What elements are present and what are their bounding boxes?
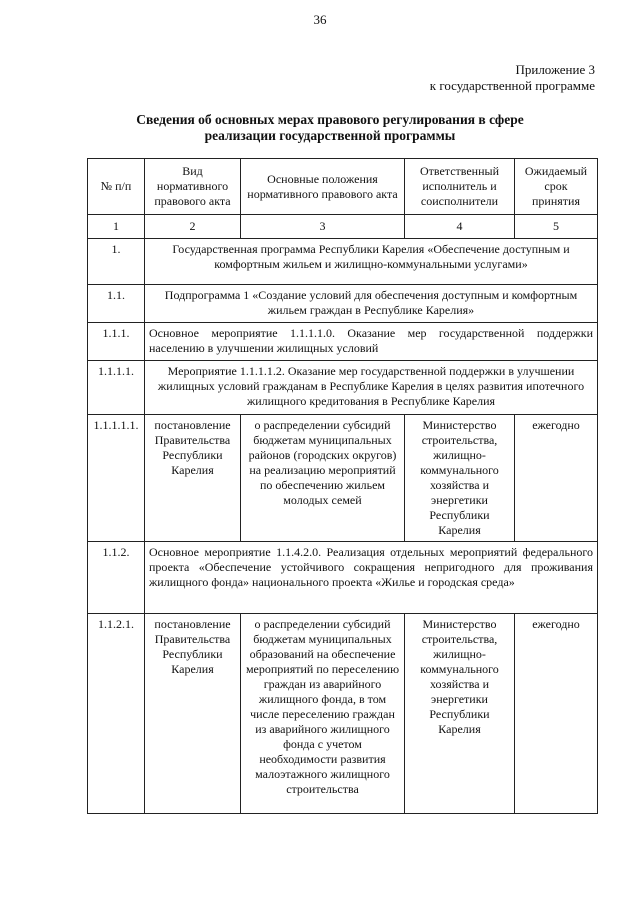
table-row xyxy=(88,323,598,361)
column-number: 4 xyxy=(405,215,515,239)
title-line-2: реализации государственной программы xyxy=(204,128,456,143)
table-row xyxy=(88,415,598,542)
appendix-line-2: к государственной программе xyxy=(429,78,595,93)
column-number-row xyxy=(88,215,598,239)
executor: Министерство строительства, жилищно-коммунального хозяйства и энергетики Республики Карелия xyxy=(405,614,515,814)
act-type: постановление Правительства Республики Карелия xyxy=(145,614,241,814)
appendix-label xyxy=(430,62,595,94)
column-number: 2 xyxy=(145,215,241,239)
subprogram-title: Подпрограмма 1 «Создание условий для обеспечения доступным и комфортным жильем граждан в Республике Карелия» xyxy=(145,285,598,323)
row-number: 1. xyxy=(88,239,145,285)
measures-table xyxy=(87,158,598,814)
executor: Министерство строительства, жилищно-коммунального хозяйства и энергетики Республики Карелия xyxy=(405,415,515,542)
row-number: 1.1.1.1. xyxy=(88,361,145,415)
measure-title: Мероприятие 1.1.1.1.2. Оказание мер государственной поддержки в улучшении жилищных условий гражданам в Республике Карелия в целях развития ипотечного жилищного кредитования в Республике Карелия xyxy=(145,361,598,415)
table-row xyxy=(88,285,598,323)
header-num: № п/п xyxy=(88,159,145,215)
row-number: 1.1.2. xyxy=(88,542,145,614)
header-provisions: Основные положения нормативного правового акта xyxy=(241,159,405,215)
header-act-type: Вид нормативного правового акта xyxy=(145,159,241,215)
header-executor: Ответственный исполнитель и соисполнители xyxy=(405,159,515,215)
title-line-1: Сведения об основных мерах правового регулирования в сфере xyxy=(136,112,524,127)
main-measure-title: Основное мероприятие 1.1.4.2.0. Реализация отдельных мероприятий федерального проекта «Обеспечение устойчивого сокращения непригодного для проживания жилищного фонда» национального проекта «Жилье и городская среда» xyxy=(145,542,598,614)
term: ежегодно xyxy=(515,614,598,814)
table-row xyxy=(88,614,598,814)
program-title: Государственная программа Республики Карелия «Обеспечение доступным и комфортным жильем и жилищно-коммунальными услугами» xyxy=(145,239,598,285)
table-row xyxy=(88,239,598,285)
provisions: о распределении субсидий бюджетам муниципальных образований на обеспечение мероприятий по переселению граждан из аварийного жилищного фонда, в том числе переселению граждан из аварийного жилищного фонда с учетом необходимости развития малоэтажного жилищного строительства xyxy=(241,614,405,814)
main-measure-title: Основное мероприятие 1.1.1.1.0. Оказание мер государственной поддержки населению в улучшении жилищных условий xyxy=(145,323,598,361)
provisions: о распределении субсидий бюджетам муниципальных районов (городских округов) на реализацию мероприятий по обеспечению жильем молодых семей xyxy=(241,415,405,542)
row-number: 1.1.2.1. xyxy=(88,614,145,814)
table-row xyxy=(88,542,598,614)
column-number: 1 xyxy=(88,215,145,239)
page-number: 36 xyxy=(313,12,327,27)
header-term: Ожидаемый срок принятия xyxy=(515,159,598,215)
row-number: 1.1. xyxy=(88,285,145,323)
header-row xyxy=(88,159,598,215)
column-number: 3 xyxy=(241,215,405,239)
table-row xyxy=(88,361,598,415)
document-title xyxy=(80,112,580,144)
act-type: постановление Правительства Республики Карелия xyxy=(145,415,241,542)
row-number: 1.1.1.1.1. xyxy=(88,415,145,542)
appendix-line-1: Приложение 3 xyxy=(515,62,595,77)
column-number: 5 xyxy=(515,215,598,239)
term: ежегодно xyxy=(515,415,598,542)
row-number: 1.1.1. xyxy=(88,323,145,361)
